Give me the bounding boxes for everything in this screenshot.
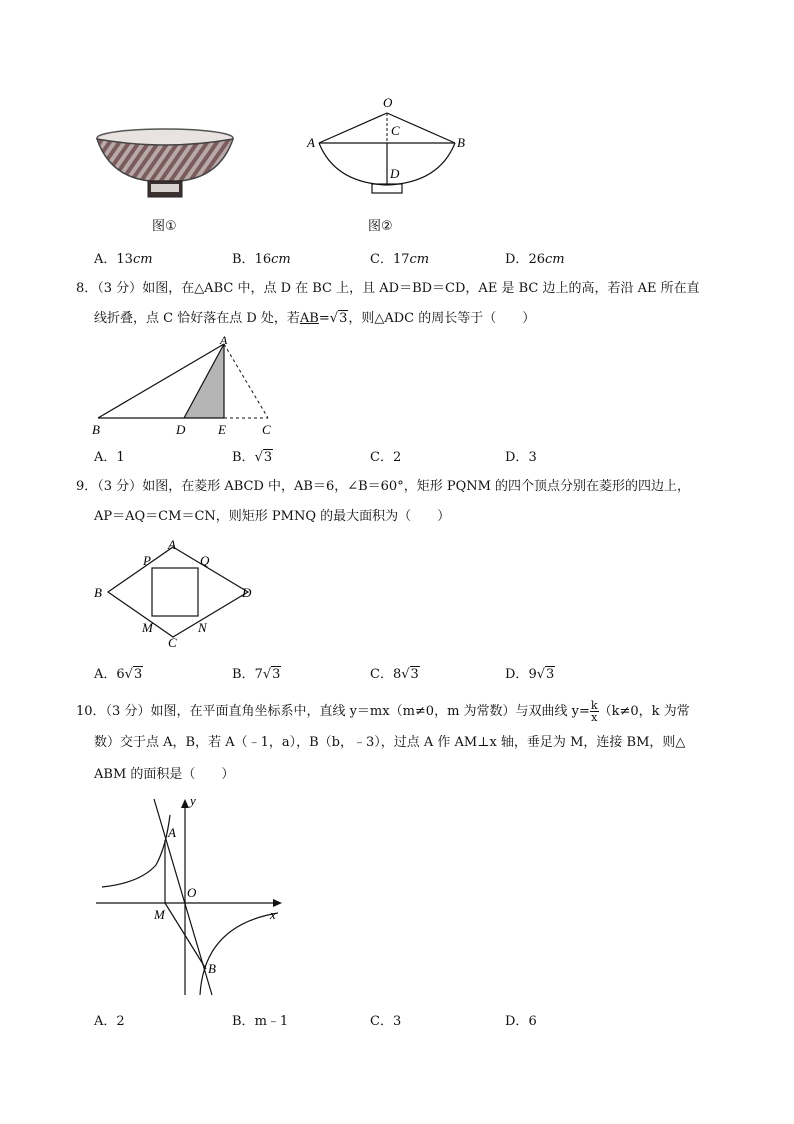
- q10-label-a: A: [168, 825, 176, 840]
- q10-label-x: x: [270, 907, 276, 922]
- figure-1-caption: 图①: [152, 219, 177, 234]
- q10-line-2: 数）交于点 A，B，若 A（﹣1，a），B（b，﹣3），过点 A 作 AM⊥x 轴，垂足为 M，连接 BM，则△: [94, 735, 686, 750]
- q9-label-m: M: [142, 620, 153, 635]
- q9-option-c: C．8√3: [370, 667, 419, 682]
- label-a: A: [307, 135, 315, 150]
- q10-option-b: B．m﹣1: [232, 1014, 289, 1029]
- q9-label-c: C: [168, 635, 177, 650]
- q9-label-b: B: [94, 585, 102, 600]
- q7-option-d: D．26cm: [505, 252, 565, 267]
- label-c: C: [391, 123, 400, 138]
- q7-option-b: B．16cm: [232, 252, 291, 267]
- q8-label-e: E: [218, 422, 226, 437]
- q10-coordinate-figure: [92, 795, 292, 1000]
- q9-option-b: B．7√3: [232, 667, 281, 682]
- q9-line-2: AP＝AQ＝CM＝CN，则矩形 PMNQ 的最大面积为（ ）: [94, 509, 451, 524]
- q10-label-o: O: [187, 885, 197, 900]
- q8-label-c: C: [262, 422, 271, 437]
- q9-label-p: P: [143, 553, 151, 568]
- q8-triangle-figure: [88, 332, 288, 440]
- q8-label-a: A: [220, 333, 228, 347]
- q7-option-c: C．17cm: [370, 252, 430, 267]
- q10-label-y: y: [190, 795, 196, 808]
- label-b: B: [457, 135, 465, 150]
- q10-label-b: B: [208, 961, 216, 976]
- q9-option-d: D．9√3: [505, 667, 555, 682]
- q8-label-d: D: [176, 422, 186, 437]
- q9-option-a: A．6√3: [94, 667, 143, 682]
- q10-line-3: ABM 的面积是（ ）: [94, 767, 235, 782]
- label-o: O: [383, 95, 393, 110]
- q9-rhombus-figure: [88, 535, 258, 650]
- q9-label-q: Q: [200, 553, 210, 568]
- q10-fraction: $\frac{k}{x}$: [590, 699, 598, 724]
- q8-line-1: 8．（3 分）如图，在△ABC 中，点 D 在 BC 上，且 AD＝BD＝CD，AE 是 BC 边上的高，若沿 AE 所在直: [76, 281, 700, 296]
- q10-label-m: M: [154, 907, 165, 922]
- bowl-diagram: [305, 95, 475, 200]
- q10-option-a: A．2: [94, 1014, 125, 1029]
- q10-option-d: D．6: [505, 1014, 537, 1029]
- q9-line-1: 9．（3 分）如图，在菱形 ABCD 中，AB＝6，∠B＝60°，矩形 PQNM 的四个顶点分别在菱形的四边上，: [76, 479, 691, 494]
- q8-option-c: C．2: [370, 450, 402, 465]
- q8-option-a: A．1: [94, 450, 125, 465]
- q9-label-d: D: [242, 585, 252, 600]
- q8-line-2: 线折叠，点 C 恰好落在点 D 处，若AB=√3，则△ADC 的周长等于（ ）: [94, 311, 536, 326]
- q10-line-1: 10．（3 分）如图，在平面直角坐标系中，直线 y＝mx（m≠0，m 为常数）与双曲线 y= $\frac{k}{x}$ （k≠0，k 为常: [76, 699, 690, 724]
- q10-option-c: C．3: [370, 1014, 402, 1029]
- q9-label-a: A: [168, 537, 176, 552]
- figure-2-caption: 图②: [368, 219, 393, 234]
- label-d: D: [390, 166, 400, 181]
- q8-label-b: B: [92, 422, 100, 437]
- q7-option-a: A．13cm: [94, 252, 153, 267]
- bowl-photo: [90, 125, 240, 205]
- q8-option-d: D．3: [505, 450, 537, 465]
- q9-label-n: N: [198, 620, 207, 635]
- q8-option-b: B．√3: [232, 450, 273, 465]
